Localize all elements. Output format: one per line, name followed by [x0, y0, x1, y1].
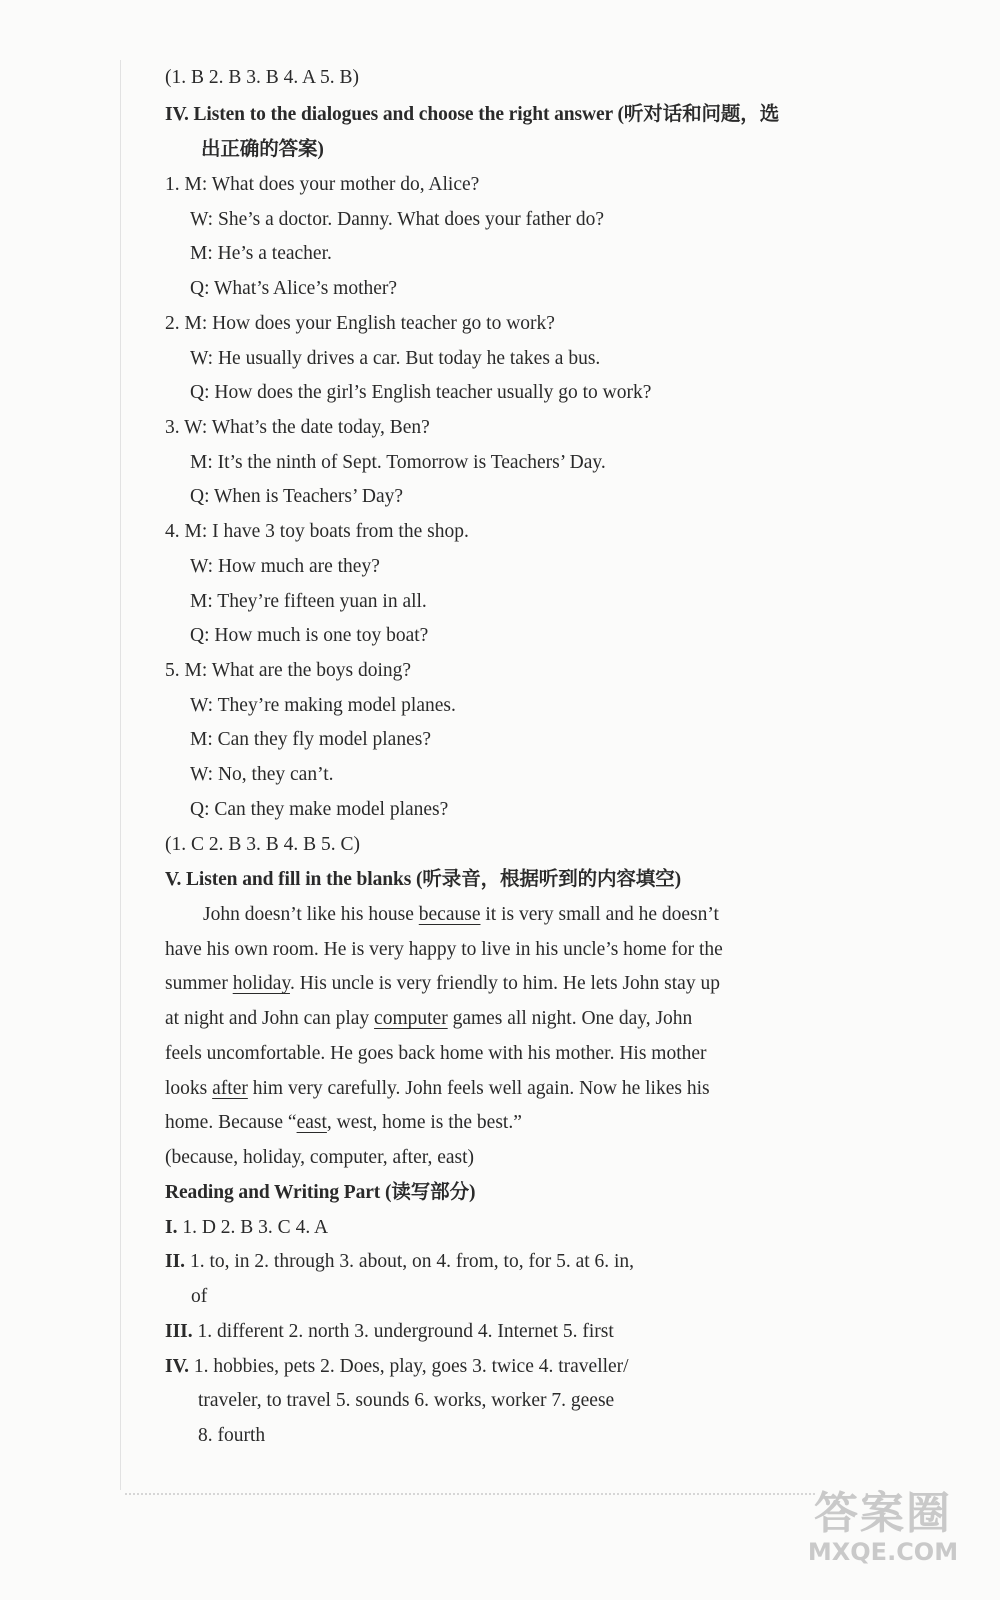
- dialogue-line: 3. W: What’s the date today, Ben?: [165, 417, 430, 438]
- watermark-url: MXQE.COM: [807, 1538, 959, 1566]
- blank-answer: holiday: [232, 973, 290, 994]
- footer-divider: [125, 1493, 815, 1495]
- dialogue-line: W: She’s a doctor. Danny. What does your father do?: [190, 209, 605, 230]
- blank-answer: after: [212, 1078, 248, 1099]
- dialogue-line: Q: How much is one toy boat?: [190, 625, 429, 646]
- dialogue-line: 5. M: What are the boys doing?: [165, 660, 412, 681]
- part4-answers: (1. C 2. B 3. B 4. B 5. C): [165, 834, 361, 855]
- reading-writing-title: Reading and Writing Part (读写部分): [165, 1182, 476, 1203]
- margin-rule: [120, 60, 121, 1490]
- passage-line: home. Because “east, west, home is the best.”: [165, 1112, 522, 1133]
- passage-line: summer holiday. His uncle is very friendly to him. He lets John stay up: [165, 973, 720, 994]
- part4-title: IV. Listen to the dialogues and choose the right answer (听对话和问题，选: [165, 104, 780, 125]
- blank-answer: east: [296, 1112, 327, 1133]
- dialogue-line: 4. M: I have 3 toy boats from the shop.: [165, 521, 469, 542]
- passage-line: John doesn’t like his house because it is very small and he doesn’t: [203, 904, 719, 925]
- dialogue-line: 2. M: How does your English teacher go to work?: [165, 313, 555, 334]
- dialogue-line: W: They’re making model planes.: [190, 695, 456, 716]
- watermark-logo: [788, 1490, 978, 1570]
- dialogue-line: Q: Can they make model planes?: [190, 799, 449, 820]
- dialogue-line: M: It’s the ninth of Sept. Tomorrow is Teachers’ Day.: [190, 452, 606, 473]
- rw-section-iv-cont: traveler, to travel 5. sounds 6. works, worker 7. geese: [198, 1390, 615, 1411]
- rw-section-iii: III. 1. different 2. north 3. underground 4. Internet 5. first: [165, 1321, 614, 1342]
- part4-title-cont: 出正确的答案): [201, 139, 324, 160]
- rw-section-i: I. 1. D 2. B 3. C 4. A: [165, 1217, 329, 1238]
- dialogue-line: Q: When is Teachers’ Day?: [190, 486, 404, 507]
- passage-line: feels uncomfortable. He goes back home with his mother. His mother: [165, 1043, 707, 1064]
- blank-answer: computer: [374, 1008, 448, 1029]
- dialogue-line: W: He usually drives a car. But today he takes a bus.: [190, 348, 601, 369]
- blank-answer: because: [418, 904, 481, 925]
- passage-line: looks after him very carefully. John feels well again. Now he likes his: [165, 1078, 710, 1099]
- rw-section-iv-cont: 8. fourth: [198, 1425, 266, 1446]
- dialogue-line: M: He’s a teacher.: [190, 243, 332, 264]
- dialogue-line: W: No, they can’t.: [190, 764, 334, 785]
- part3-answers: (1. B 2. B 3. B 4. A 5. B): [165, 67, 359, 88]
- watermark-cn: 答案圈: [814, 1488, 952, 1539]
- passage-line: at night and John can play computer games all night. One day, John: [165, 1008, 693, 1029]
- part5-title: V. Listen and fill in the blanks (听录音，根据听到的内容填空): [165, 869, 681, 890]
- dialogue-line: M: Can they fly model planes?: [190, 729, 431, 750]
- rw-section-iv: IV. 1. hobbies, pets 2. Does, play, goes 3. twice 4. traveller/: [165, 1356, 629, 1377]
- dialogue-line: W: How much are they?: [190, 556, 380, 577]
- dialogue-line: 1. M: What does your mother do, Alice?: [165, 174, 480, 195]
- dialogue-line: M: They’re fifteen yuan in all.: [190, 591, 427, 612]
- dialogue-line: Q: What’s Alice’s mother?: [190, 278, 398, 299]
- passage-line: have his own room. He is very happy to live in his uncle’s home for the: [165, 939, 723, 960]
- dialogue-line: Q: How does the girl’s English teacher usually go to work?: [190, 382, 652, 403]
- rw-section-ii: II. 1. to, in 2. through 3. about, on 4. from, to, for 5. at 6. in,: [165, 1251, 635, 1272]
- rw-section-ii-cont: of: [191, 1286, 208, 1307]
- part5-answers: (because, holiday, computer, after, east): [165, 1147, 475, 1168]
